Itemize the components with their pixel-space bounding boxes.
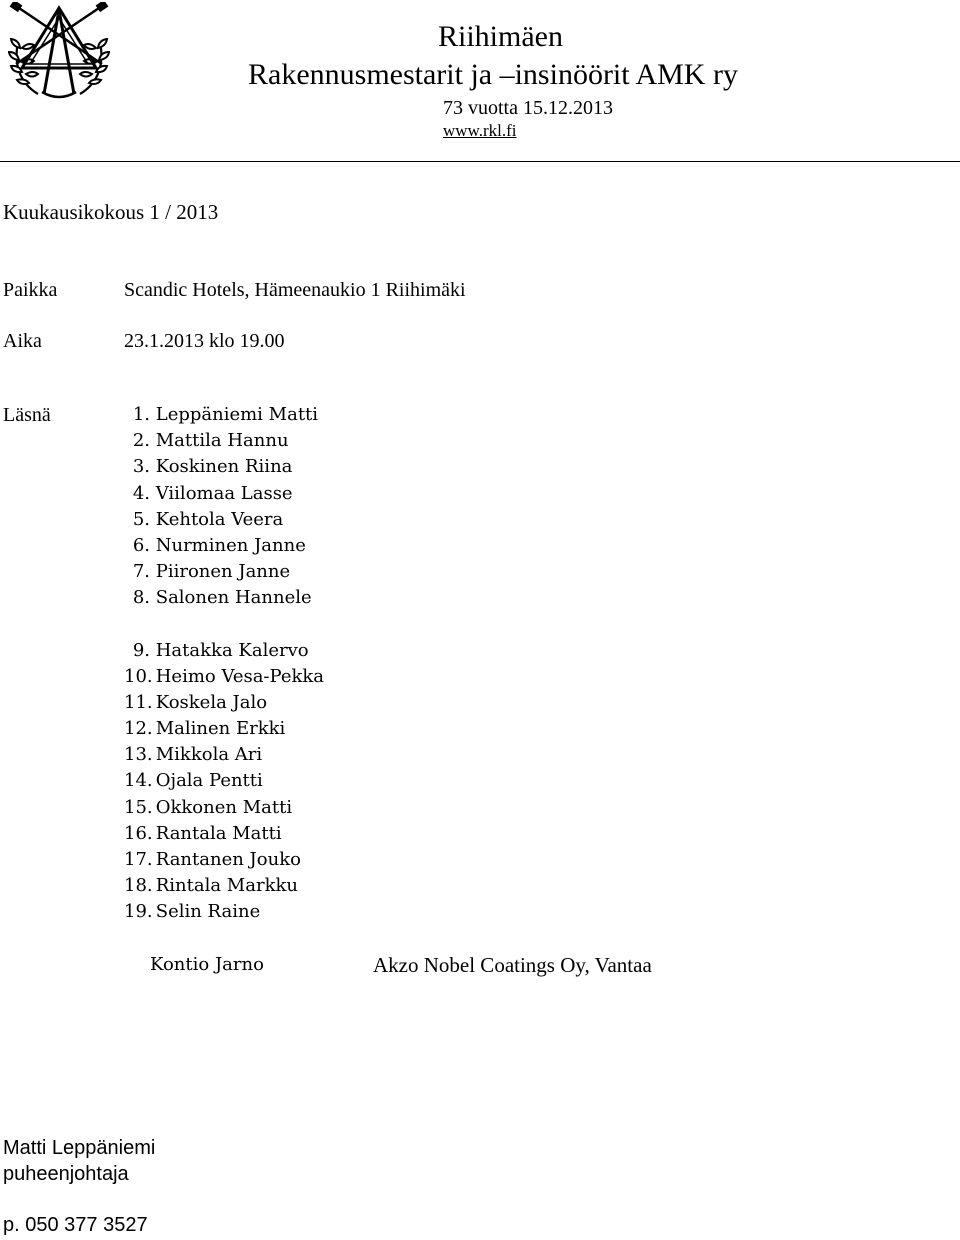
- org-title-line1: Riihimäen: [438, 20, 563, 53]
- signature-phone: p. 050 377 3527: [3, 1214, 148, 1236]
- website-link[interactable]: www.rkl.fi: [443, 121, 517, 140]
- present-label: Läsnä: [3, 404, 51, 426]
- list-item: 9. Hatakka Kalervo: [132, 639, 309, 661]
- signature-name: Matti Leppäniemi: [3, 1137, 156, 1159]
- list-item: 14. Ojala Pentti: [124, 770, 263, 792]
- list-item: 6. Nurminen Janne: [132, 534, 306, 556]
- org-title-line2: Rakennusmestarit ja –insinöörit AMK ry: [248, 58, 738, 91]
- list-item: 16. Rantala Matti: [124, 822, 282, 844]
- list-item: 10. Heimo Vesa-Pekka: [124, 665, 325, 687]
- logo-emblem-icon: [8, 2, 110, 104]
- list-item: 13. Mikkola Ari: [124, 744, 263, 766]
- place-value: Scandic Hotels, Hämeenaukio 1 Riihimäki: [124, 279, 466, 301]
- list-item: 17. Rantanen Jouko: [124, 849, 301, 870]
- list-item: 2. Mattila Hannu: [132, 430, 289, 452]
- list-item: 3. Koskinen Riina: [132, 456, 293, 478]
- anniversary-subtitle: 73 vuotta 15.12.2013: [443, 97, 613, 119]
- list-item: 4. Viilomaa Lasse: [132, 482, 293, 504]
- guest-name: Kontio Jarno: [150, 954, 264, 975]
- list-item: 15. Okkonen Matti: [124, 796, 293, 818]
- header-divider: [0, 161, 960, 162]
- signature-role: puheenjohtaja: [3, 1163, 129, 1185]
- list-item: 7. Piironen Janne: [132, 561, 291, 583]
- time-label: Aika: [3, 330, 42, 352]
- list-item: 19. Selin Raine: [124, 901, 261, 923]
- list-item: 11. Koskela Jalo: [124, 691, 268, 713]
- guest-organization: Akzo Nobel Coatings Oy, Vantaa: [373, 953, 652, 977]
- time-value: 23.1.2013 klo 19.00: [124, 330, 285, 352]
- list-item: 5. Kehtola Veera: [132, 508, 284, 530]
- attendee-list: [124, 402, 324, 926]
- list-item: 18. Rintala Markku: [124, 875, 298, 897]
- list-item: 12. Malinen Erkki: [124, 718, 286, 740]
- list-item: 8. Salonen Hannele: [132, 587, 312, 609]
- list-item: 1. Leppäniemi Matti: [132, 404, 319, 425]
- place-label: Paikka: [3, 279, 58, 301]
- meeting-heading: Kuukausikokous 1 / 2013: [3, 200, 219, 224]
